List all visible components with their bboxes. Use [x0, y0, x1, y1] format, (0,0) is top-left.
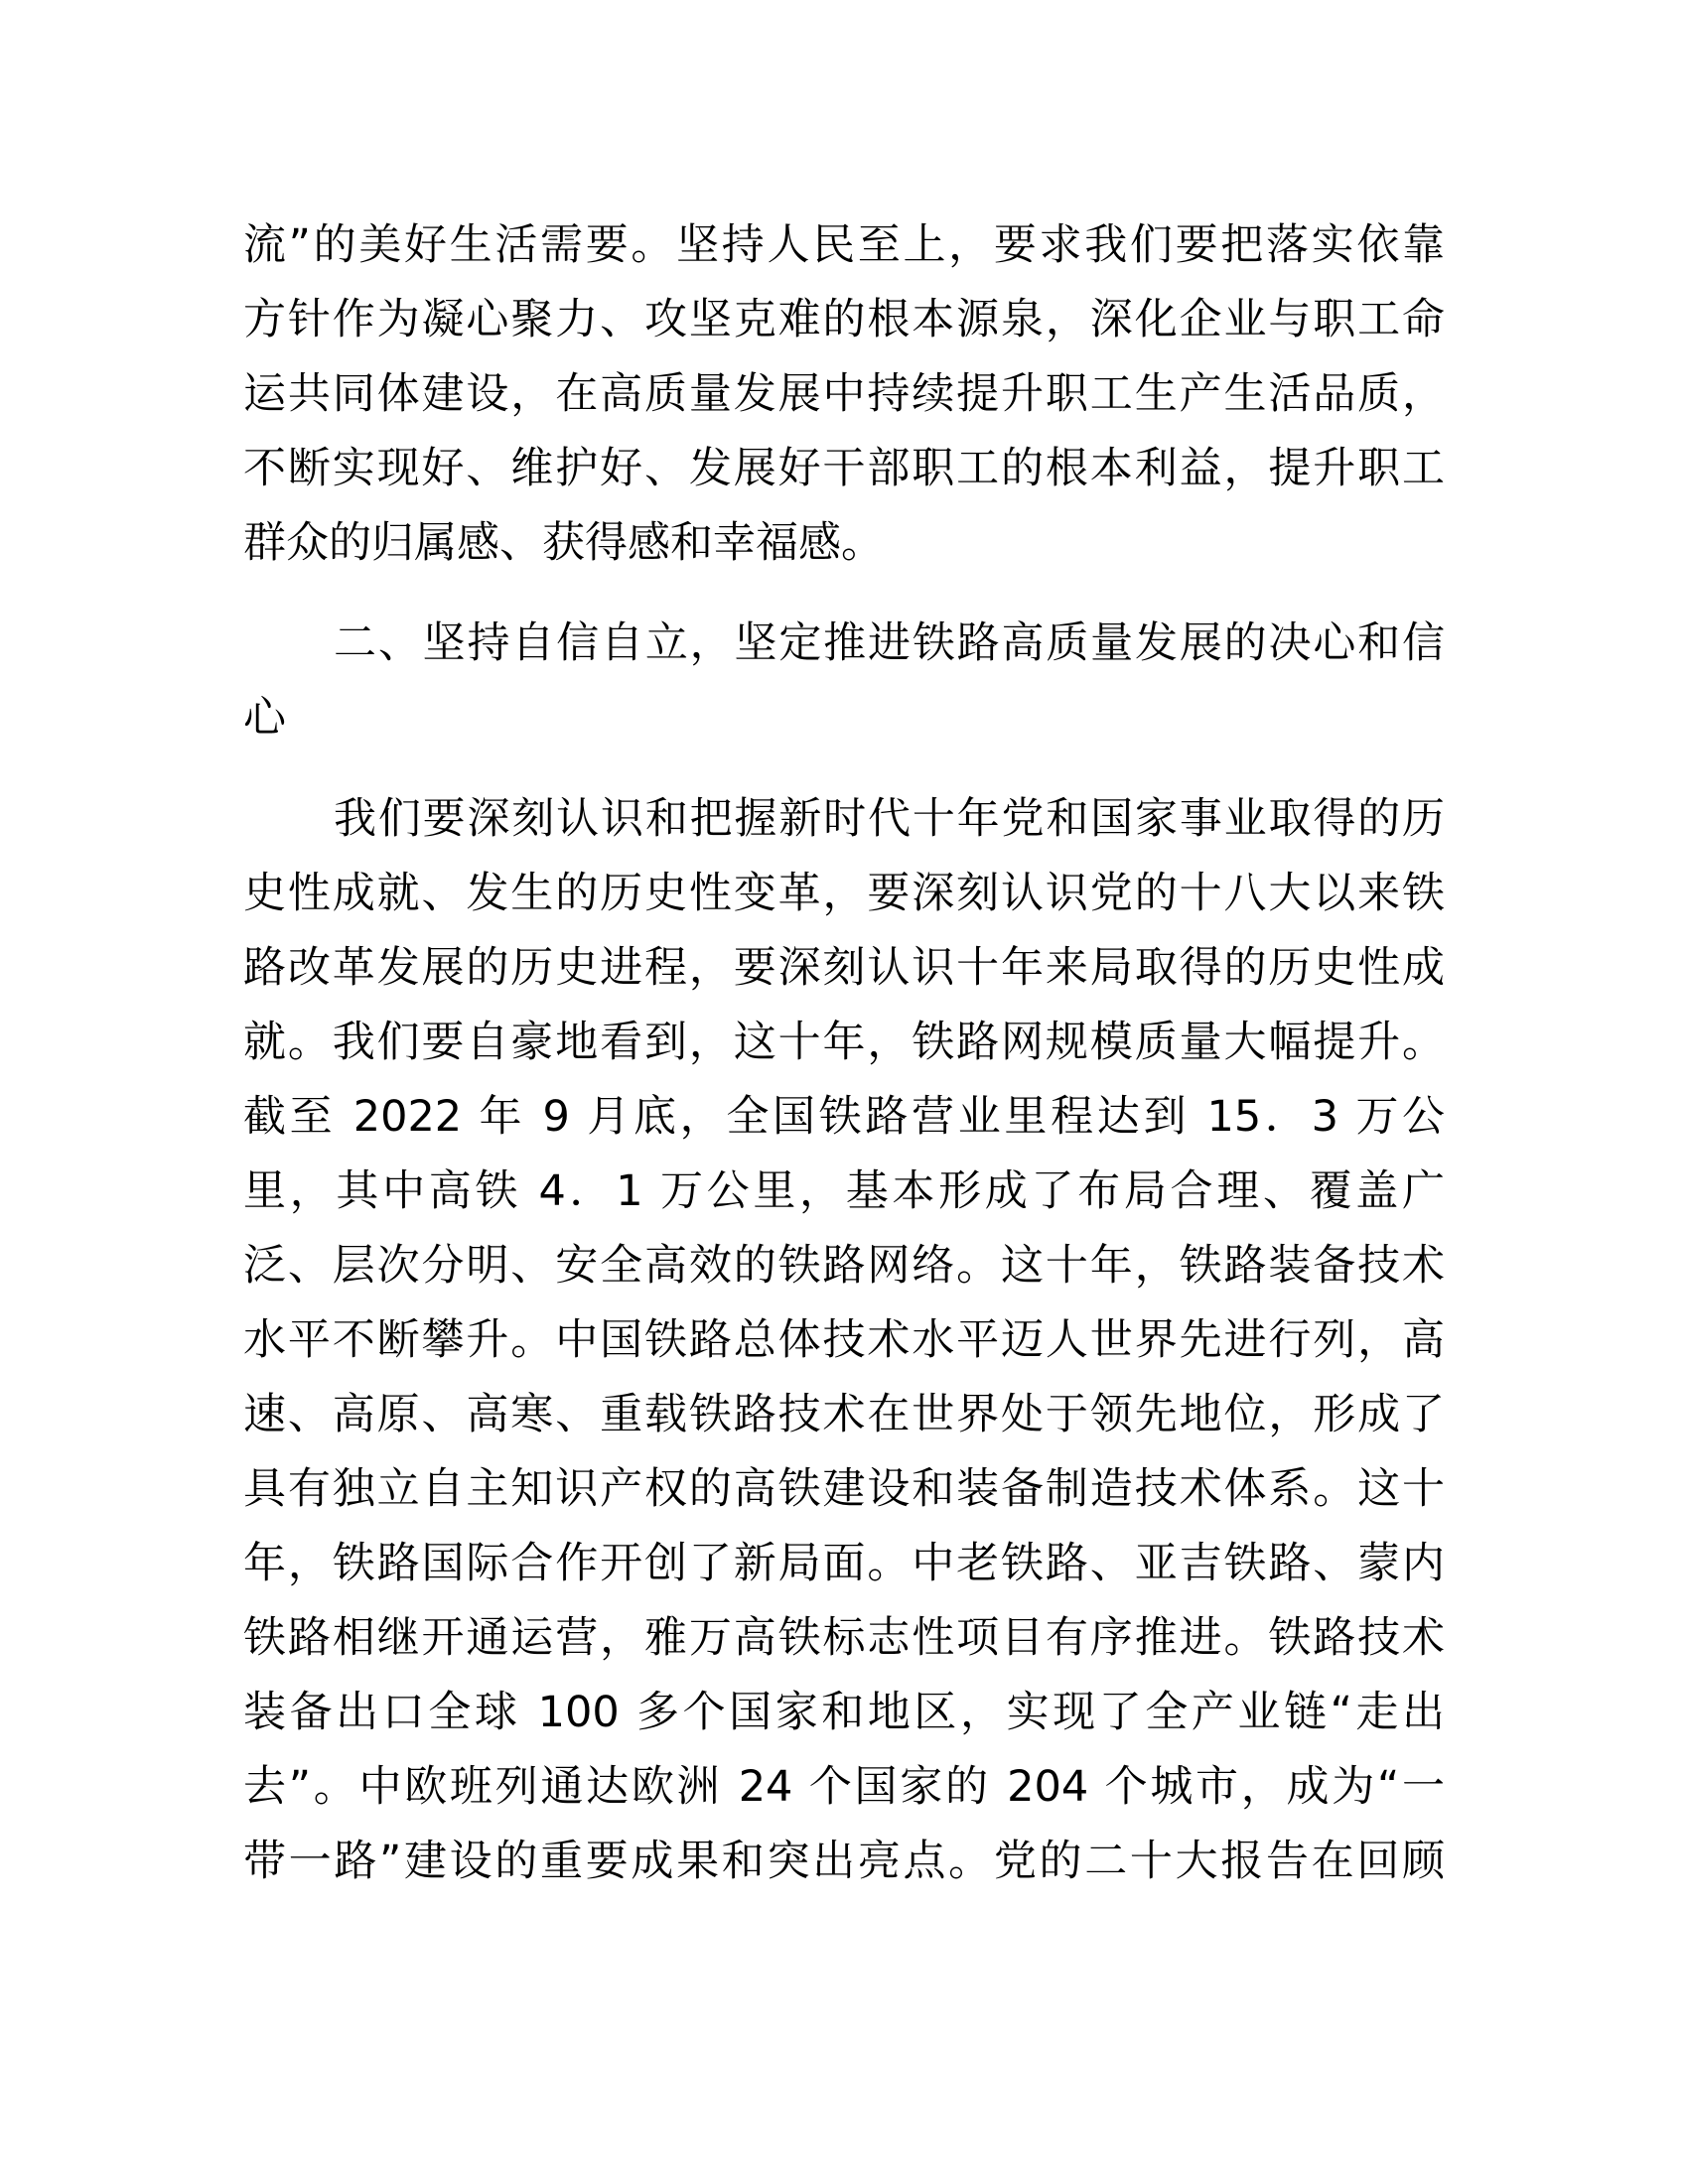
paragraph-2-line-13: 装备出口全球 100 多个国家和地区，实现了全产业链“走出 — [243, 1688, 1445, 1737]
paragraph-2-line-2: 史性成就、发生的历史性变革，要深刻认识党的十八大以来铁 — [243, 869, 1445, 918]
paragraph-1-line-2: 方针作为凝心聚力、攻坚克难的根本源泉，深化企业与职工命 — [243, 295, 1445, 344]
paragraph-2-line-4: 就。我们要自豪地看到，这十年，铁路网规模质量大幅提升。 — [243, 1018, 1445, 1067]
paragraph-2-line-7: 泛、层次分明、安全高效的铁路网络。这十年，铁路装备技术 — [243, 1241, 1445, 1291]
paragraph-2-line-12: 铁路相继开通运营，雅万高铁标志性项目有序推进。铁路技术 — [243, 1613, 1445, 1663]
paragraph-2-line-5: 截至 2022 年 9 月底，全国铁路营业里程达到 15．3 万公 — [243, 1092, 1445, 1142]
paragraph-2-line-6: 里，其中高铁 4．1 万公里，基本形成了布局合理、覆盖广 — [243, 1166, 1445, 1216]
section-heading-line-1: 二、坚持自信自立，坚定推进铁路高质量发展的决心和信 — [334, 618, 1445, 668]
paragraph-1-line-5: 群众的归属感、获得感和幸福感。 — [243, 518, 884, 568]
section-heading-line-2: 心 — [243, 693, 286, 743]
paragraph-2-line-14: 去”。中欧班列通达欧洲 24 个国家的 204 个城市，成为“一 — [243, 1762, 1445, 1812]
paragraph-1-line-3: 运共同体建设，在高质量发展中持续提升职工生产生活品质， — [243, 369, 1445, 419]
paragraph-2-line-8: 水平不断攀升。中国铁路总体技术水平迈人世界先进行列，高 — [243, 1315, 1445, 1365]
paragraph-2-line-15: 带一路”建设的重要成果和突出亮点。党的二十大报告在回顾 — [243, 1837, 1445, 1886]
paragraph-2-line-3: 路改革发展的历史进程，要深刻认识十年来局取得的历史性成 — [243, 943, 1445, 993]
paragraph-2-line-9: 速、高原、高寒、重载铁路技术在世界处于领先地位，形成了 — [243, 1390, 1445, 1439]
paragraph-2-line-10: 具有独立自主知识产权的高铁建设和装备制造技术体系。这十 — [243, 1464, 1445, 1514]
paragraph-2-line-11: 年，铁路国际合作开创了新局面。中老铁路、亚吉铁路、蒙内 — [243, 1539, 1445, 1588]
paragraph-1-line-1: 流”的美好生活需要。坚持人民至上，要求我们要把落实依靠 — [243, 220, 1445, 270]
paragraph-2-line-1: 我们要深刻认识和把握新时代十年党和国家事业取得的历 — [334, 794, 1445, 844]
paragraph-1-line-4: 不断实现好、维护好、发展好干部职工的根本利益，提升职工 — [243, 444, 1445, 493]
